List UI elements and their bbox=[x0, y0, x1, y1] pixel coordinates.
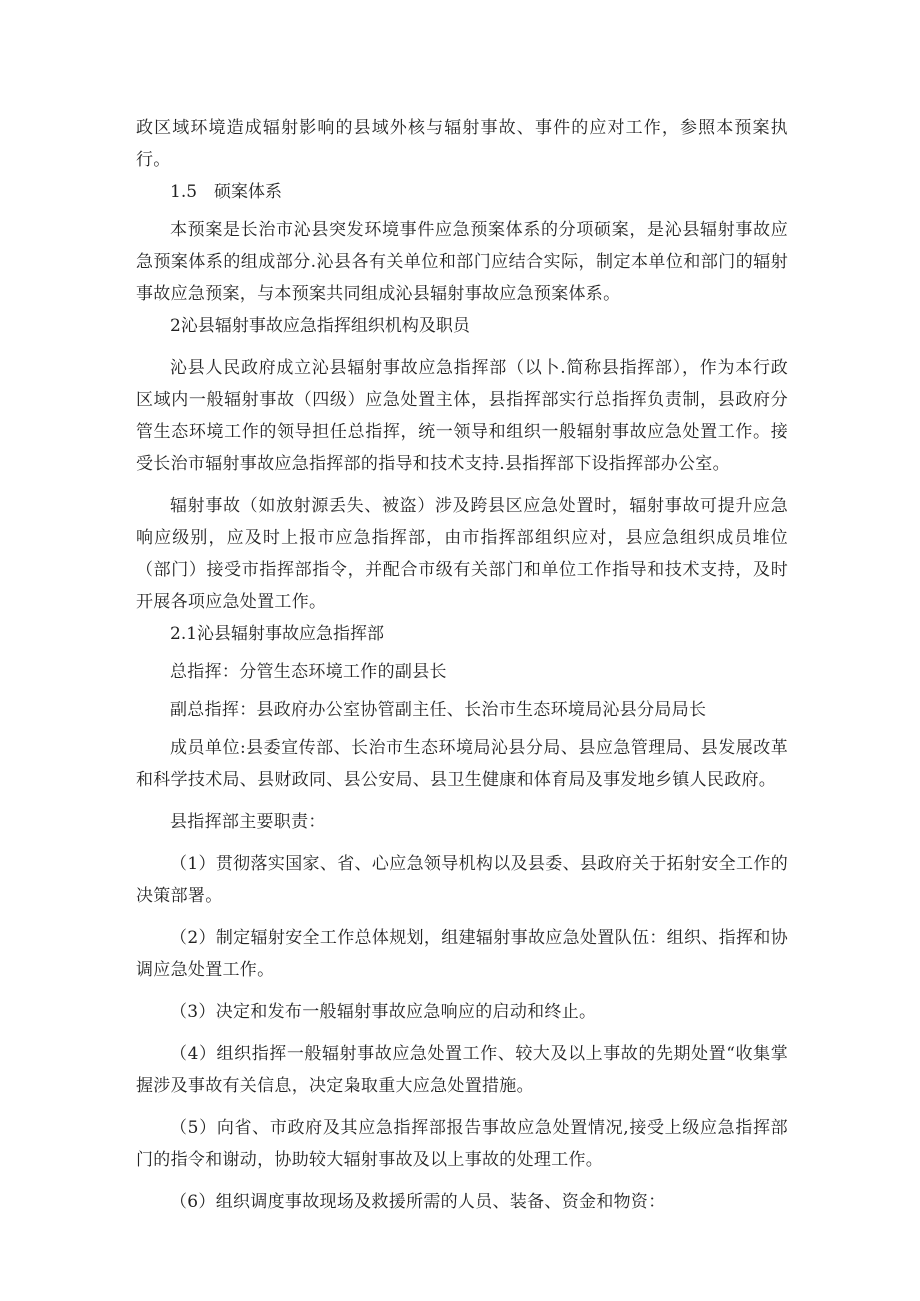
paragraph-duty-6: （6）组织调度事故现场及救援所需的人员、装备、资金和物资： bbox=[170, 1192, 666, 1212]
paragraph-deputy-commander: 副总指挥：县政府办公室协管副主任、长治市生态环境局沁县分局局长 bbox=[170, 700, 707, 720]
paragraph-duty-1: （1）贯彻落实国家、省、心应急领导机构以及县委、县政府关于拓射安全工作的决策部署。 bbox=[136, 854, 788, 906]
paragraph-plan-system: 本预案是长治市沁县突发环境事件应急预案体系的分项硕案，是沁县辐射事故应急预案体系的组成部分.沁县各有关单位和部门应结合实际，制定本单位和部门的辐射事故应急预案，与本预案共同组成沁县辐射事故应急预案体系。 bbox=[136, 220, 788, 304]
paragraph-command-structure: 沁县人民政府成立沁县辐射事故应急指挥部（以卜.简称县指挥部），作为本行政区域内一般辐射事故（四级）应急处置主体，县指挥部实行总指挥负责制，县政府分管生态环境工作的领导担任总指挥，统一领导和组织一般辐射事故应急处置工作。接受长治市辐射事故应急指挥部的指导和技术支持.县指挥部下设指挥部办公室。 bbox=[136, 358, 788, 474]
section-heading-1-5: 1.5 硕案体系 bbox=[170, 182, 283, 202]
document-page bbox=[136, 112, 788, 1218]
paragraph-scope-continuation: 政区域环境造成辐射影响的县域外核与辐射事故、事件的应对工作，参照本预案执行。 bbox=[136, 118, 788, 170]
paragraph-duty-4: （4）组织指挥一般辐射事故应急处置工作、较大及以上事故的先期处置“收集掌握涉及事故有关信息，决定枭取重大应急处置措施。 bbox=[136, 1044, 788, 1096]
paragraph-cross-county: 辐射事故（如放射源丢失、被盗）涉及跨县区应急处置时，辐射事故可提升应急响应级别，应及时上报市应急指挥部，由市指挥部组织应对，县应急组织成员堆位（部门）接受市指挥部指令，并配合市级有关部门和单位工作指导和技术支持，及时开展各项应急处置工作。 bbox=[136, 496, 788, 612]
paragraph-duty-5: （5）向省、市政府及其应急指挥部报告事故应急处置情况,接受上级应急指挥部门的指令和谢动，协助较大辐射事故及以上事故的处理工作。 bbox=[136, 1118, 788, 1170]
paragraph-commander: 总指挥：分管生态环境工作的副县长 bbox=[170, 662, 447, 682]
paragraph-duty-3: （3）决定和发布一般辐射事故应急响应的启动和终止。 bbox=[170, 1002, 597, 1022]
section-heading-2: 2沁县辐射事故应急指挥组织机构及职员 bbox=[170, 316, 470, 336]
paragraph-member-units: 成员单位:县委宣传部、长治市生态环境局沁县分局、县应急管理局、县发展改革和科学技术局、县财政同、县公安局、县卫生健康和体育局及事发地乡镇人民政府。 bbox=[136, 738, 788, 790]
paragraph-duties-intro: 县指挥部主要职责： bbox=[170, 812, 326, 832]
section-heading-2-1: 2.1沁县辐射事故应急指挥部 bbox=[170, 624, 385, 644]
paragraph-duty-2: （2）制定辐射安全工作总体规划，组建辐射事故应急处置队伍：组织、指挥和协调应急处置工作。 bbox=[136, 928, 788, 980]
